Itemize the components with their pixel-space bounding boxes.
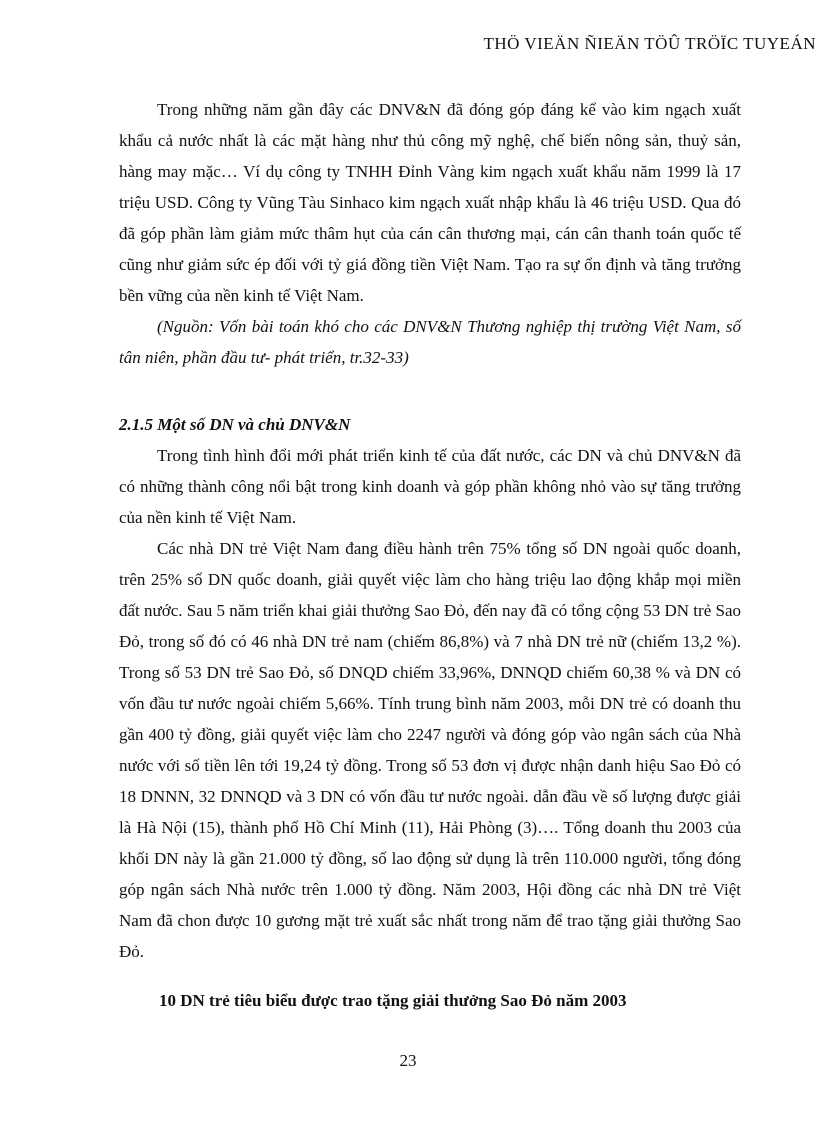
page-body — [119, 94, 741, 1016]
paragraph-young-entrepreneurs: Các nhà DN trẻ Việt Nam đang điều hành trên 75% tổng số DN ngoài quốc doanh, trên 25% số DN quốc doanh, giải quyết việc làm cho hàng triệu lao động khắp mọi miền đất nước. Sau 5 năm triển khai giải thưởng Sao Đỏ, đến nay đã có tổng cộng 53 DN trẻ Sao Đỏ, trong số đó có 46 nhà DN trẻ nam (chiếm 86,8%) và 7 nhà DN trẻ nữ (chiếm 13,2 %). Trong số 53 DN trẻ Sao Đỏ, số DNQD chiếm 33,96%, DNNQD chiếm 60,38 % và DN có vốn đầu tư nước ngoài chiếm 5,66%. Tính trung bình năm 2003, mỗi DN trẻ có doanh thu gần 400 tỷ đồng, giải quyết việc làm cho 2247 người và đóng góp vào ngân sách của Nhà nước với số tiền lên tới 19,24 tỷ đồng. Trong số 53 đơn vị được nhận danh hiệu Sao Đỏ có 18 DNNN, 32 DNNQD và 3 DN có vốn đầu tư nước ngoài. dẫn đầu về số lượng được giải là Hà Nội (15), thành phố Hồ Chí Minh (11), Hải Phòng (3)…. Tổng doanh thu 2003 của khối DN này là gần 21.000 tỷ đồng, số lao động sử dụng là trên 110.000 người, tổng đóng góp ngân sách Nhà nước trên 1.000 tỷ đồng. Năm 2003, Hội đồng các nhà DN trẻ Việt Nam đã chon được 10 gương mặt trẻ xuất sắc nhất trong năm để trao tặng giải thưởng Sao Đỏ. — [119, 539, 741, 961]
section-heading: 2.1.5 Một số DN và chủ DNV&N — [119, 415, 351, 434]
paragraph-achievements: Trong tình hình đổi mới phát triển kinh tế của đất nước, các DN và chủ DNV&N đã có những thành công nổi bật trong kinh doanh và góp phần không nhỏ vào sự tăng trưởng của nền kinh tế Việt Nam. — [119, 446, 741, 527]
table-caption: 10 DN trẻ tiêu biểu được trao tặng giải thưởng Sao Đỏ năm 2003 — [159, 991, 627, 1010]
running-header: THÖ VIEÄN ÑIEÄN TÖÛ TRÖÏC TUYEÁN — [483, 34, 816, 53]
paragraph-export-contribution: Trong những năm gần đây các DNV&N đã đóng góp đáng kể vào kim ngạch xuất khẩu cả nước nhất là các mặt hàng như thủ công mỹ nghệ, chế biến nông sản, thuỷ sản, hàng may mặc… Ví dụ công ty TNHH Đỉnh Vàng kim ngạch xuất khẩu năm 1999 là 17 triệu USD. Công ty Vũng Tàu Sinhaco kim ngạch xuất nhập khẩu là 46 triệu USD. Qua đó đã góp phần làm giảm mức thâm hụt của cán cân thương mại, cán cân thanh toán quốc tế cũng như giảm sức ép đối với tỷ giá đồng tiền Việt Nam. Tạo ra sự ổn định và tăng trưởng bền vững của nền kinh tế Việt Nam. — [119, 100, 741, 305]
source-citation: (Nguồn: Vốn bài toán khó cho các DNV&N Thương nghiệp thị trường Việt Nam, số tân niên, phần đầu tư- phát triển, tr.32-33) — [119, 317, 741, 367]
page-number: 23 — [399, 1051, 417, 1070]
